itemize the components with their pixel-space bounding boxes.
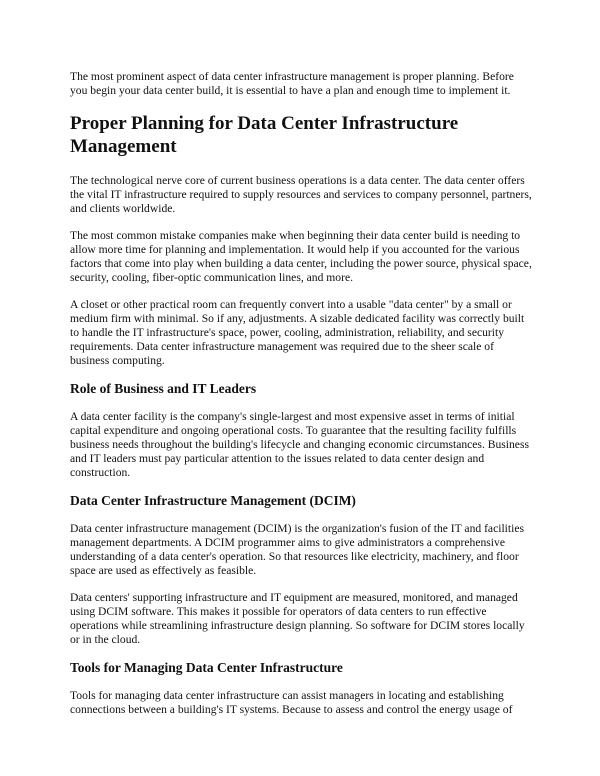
planning-paragraph-3: A closet or other practical room can frequently convert into a usable "data center" by a small or medium firm with minimal. So if any, adjustments. A sizable dedicated facility was correctly built to handle the IT infrastructure's space, power, cooling, administration, reliability, and security requirements. Data center infrastructure management was required due to the sheer scale of business computing. bbox=[70, 298, 525, 367]
dcim-paragraph-1: Data center infrastructure management (DCIM) is the organization's fusion of the IT and facilities management departments. A DCIM programmer aims to give administrators a comprehensive understanding of a data center's operation. So that resources like electricity, machinery, and floor space are used as effectively as feasible. bbox=[70, 522, 524, 577]
dcim-paragraph-2: Data centers' supporting infrastructure and IT equipment are measured, monitored, and managed using DCIM software. This makes it possible for operators of data centers to run effective operations while streamlining infrastructure design planning. So software for DCIM stores locally or in the cloud. bbox=[70, 591, 525, 646]
intro-paragraph: The most prominent aspect of data center infrastructure management is proper planning. Before you begin your data center build, it is essential to have a plan and enough time to implement it. bbox=[70, 70, 514, 97]
dcim-heading: Data Center Infrastructure Management (DCIM) bbox=[70, 493, 356, 508]
planning-paragraph-2: The most common mistake companies make when beginning their data center build is needing to allow more time for planning and implementation. It would help if you accounted for the various factors that come into play when building a data center, including the power source, physical space, security, cooling, fiber-optic communication lines, and more. bbox=[70, 229, 532, 284]
document-page bbox=[70, 70, 532, 717]
tools-heading: Tools for Managing Data Center Infrastructure bbox=[70, 660, 343, 675]
main-heading: Proper Planning for Data Center Infrastructure Management bbox=[70, 113, 459, 157]
tools-paragraph-1: Tools for managing data center infrastructure can assist managers in locating and establishing connections between a building's IT systems. Because to assess and control the energy usage of bbox=[70, 689, 513, 716]
role-paragraph-1: A data center facility is the company's single-largest and most expensive asset in terms of initial capital expenditure and ongoing operational costs. To guarantee that the resulting facility fulfills business needs throughout the building's lifecycle and changing economic circumstances. Business and IT leaders must pay particular attention to the issues related to data center design and construction. bbox=[70, 410, 529, 479]
role-heading: Role of Business and IT Leaders bbox=[70, 381, 257, 396]
planning-paragraph-1: The technological nerve core of current business operations is a data center. The data center offers the vital IT infrastructure required to supply resources and services to company personnel, partners, and clients worldwide. bbox=[70, 174, 532, 215]
